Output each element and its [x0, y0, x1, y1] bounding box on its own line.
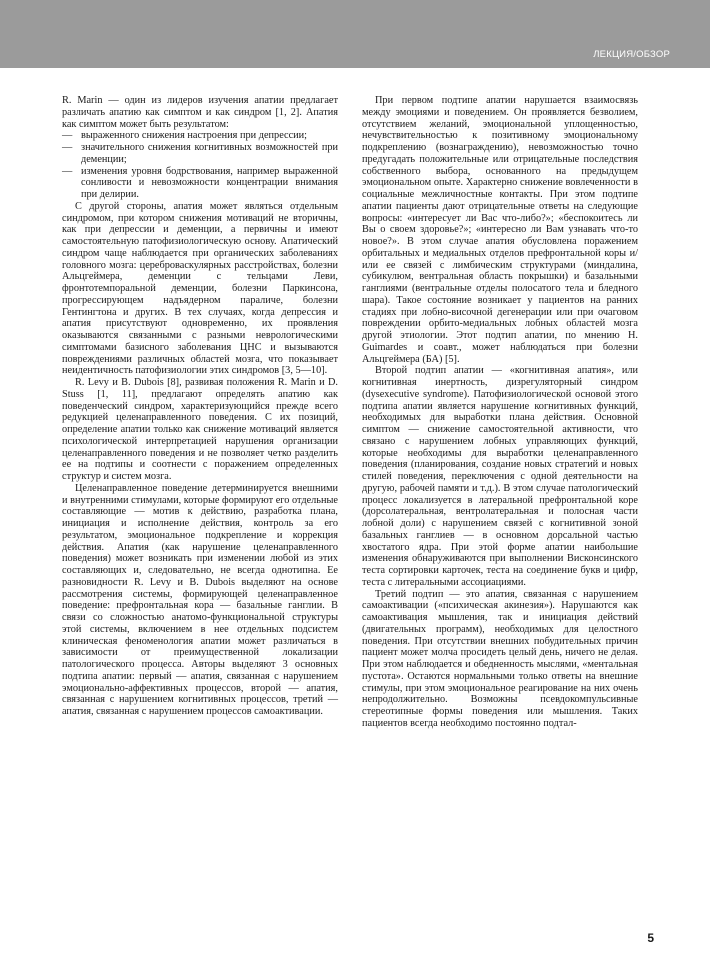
body-paragraph: R. Levy и B. Dubois [8], развивая положения R. Marin и D. Stuss [1, 11], предлагают определять апатию как поведенческий синдром, характеризующийся прежде всего редукцией целенаправленного поведения. С их позиций, определение апатии только как снижение мотиваций является психологической интерпретацией нарушения организации целенаправленного поведения и не позволяет четко разделить ее на подтипы и соотнести с поражением определенных структур и систем мозга.	[62, 377, 338, 482]
body-paragraph: С другой стороны, апатия может являться отдельным синдромом, при котором снижения мотиваций не вторичны, как при депрессии и деменции, а первичны и имеют самостоятельную патофизиологическую основу. Апатический синдром чаще наблюдается при органических заболеваниях головного мозга: цереброваскулярных расстройствах, болезни Альцгеймера, деменции с тельцами Леви, фронтотемпоральной деменции, болезни Паркинсона, прогрессирующем надъядерном параличе, болезни Гентингтона и других. В тех случаях, когда депрессия и апатия присутствуют одновременно, их проявления оказываются связанными с разными неврологическими симптомами базисного заболевания ЦНС и вызываются повреждениями различных областей мозга, что показывает неидентичность патофизиологии этих синдромов [3, 5—10].	[62, 200, 338, 377]
body-paragraph: Третий подтип — это апатия, связанная с нарушением самоактивации («психическая акинезия»). Нарушаются как самоактивация мышления, так и инициация действий (двигательных программ), необходимых для целостного поведения. При отсутствии внешних побудительных причин пациент может молча просидеть целый день, ничего не делая. При этом наблюдается и обедненность мыслями, «ментальная пустота». Остаются нормальными только ответы на внешние стимулы, при этом эмоциональное реагирование на них очень непродолжительно. Возможны псевдокомпульсивные стереотипные формы поведения или мышления. Таких пациентов всегда необходимо постоянно подтал-	[362, 588, 638, 729]
body-paragraph: Второй подтип апатии — «когнитивная апатия», или когнитивная инертность, дизрегуляторный синдром (dysexecutive syndrome). Патофизиологической основой этого подтипа апатии является нарушение когнитивных функций, необходимых для выработки плана действия. Основной симптом — снижение самостоятельной активности, что связано с нарушением лобных управляющих функций, которые необходимы для выработки целенаправленного поведения (планирования, создание новых стратегий и новых стилей поведения, переключения с одной деятельности на другую, рабочей памяти и т.д.). В этом случае патологический процесс локализуется в латеральной префронтальной коре (дорсолатеральная, вентролатеральная и полосная части лобной доли) с нарушением связей с когнитивной зоной базальных ганглиев — в основном дорсальной частью хвостатого ядра. При этой форме апатии наибольшие изменения обнаруживаются при выполнении Висконсинского теста сортировки карточек, теста на соединение букв и цифр, теста с литеральными ассоциациями.	[362, 365, 638, 588]
list-item: — выраженного снижения настроения при депрессии;	[62, 130, 338, 142]
page-number: 5	[647, 931, 654, 945]
section-label: ЛЕКЦИЯ/ОБЗОР	[593, 49, 670, 60]
body-paragraph: При первом подтипе апатии нарушается взаимосвязь между эмоциями и поведением. Он проявляется безволием, отсутствием желаний, эмоциональной уплощенностью, нечувствительностью к позитивному эмоциональному подкреплению (вознаграждению), невозможностью точно предугадать положительные или отрицательные последствия собственного выбора, основанного на предыдущем эмоциональном опыте. Характерно снижение вовлеченности в социальные межличностные контакты. При этом подтипе апатии пациенты дают отрицательные ответы на следующие вопросы: «интересует ли Вас что-либо?»; «беспокоитесь ли Вы о своем здоровье?»; «интересно ли Вам узнавать что-то новое?». В этом случае апатия обусловлена поражением орбитальных и медиальных отделов префронтальной коры и/или ее связей с лимбическим структурами (миндалина, субикулюм, вентральная область покрышки) и базальными ганглиями (вентральные отделы полосатого тела и бледного шара). Такое состояние возникает у пациентов на ранних стадиях при лобно-височной дегенерации или при очаговом повреждении орбито-медиальных лобных областей мозга другой этиологии. Этот подтип апатии, по мнению H. Guimardes и соавт., может наблюдаться при болезни Альцгеймера (БА) [5].	[362, 95, 638, 365]
list-item: — изменения уровня бодрствования, например выраженной сонливости и невозможности концентрации внимания при делирии.	[62, 166, 338, 201]
right-column	[362, 95, 638, 730]
body-paragraph: Целенаправленное поведение детерминируется внешними и внутренними стимулами, которые формируют его отдельные составляющие — мотив к действию, разработка плана, инициация и исполнение действия, контроль за его результатом, эмоциональное подкрепление и коррекция действия. Апатия (как нарушение целенаправленного поведения) может возникать при изменении любой из этих составляющих и, следовательно, не всегда однотипна. Ее разновидности R. Levy и B. Dubois выделяют на основе рассмотрения системы, формирующей целенаправленное поведение: префронтальная кора — базальные ганглии. В связи со сложностью анатомо-функциональной структуры этой системы, включением в нее отдельных подсистем клиническая феноменология апатии может различаться в зависимости от преимущественной локализации патологического процесса. Авторы выделяют 3 основных подтипа апатии: первый — апатия, связанная с нарушением эмоционально-аффективных процессов, второй — апатия, связанная с нарушением когнитивных процессов, третий — апатия, связанная с нарушением процессов самоактивации.	[62, 482, 338, 717]
symptom-list	[62, 130, 338, 201]
left-column	[62, 95, 338, 718]
list-item: — значительного снижения когнитивных возможностей при деменции;	[62, 142, 338, 166]
intro-paragraph: R. Marin — один из лидеров изучения апатии предлагает различать апатию как симптом и как синдром [1, 2]. Апатия как симптом может быть результатом:	[62, 95, 338, 130]
